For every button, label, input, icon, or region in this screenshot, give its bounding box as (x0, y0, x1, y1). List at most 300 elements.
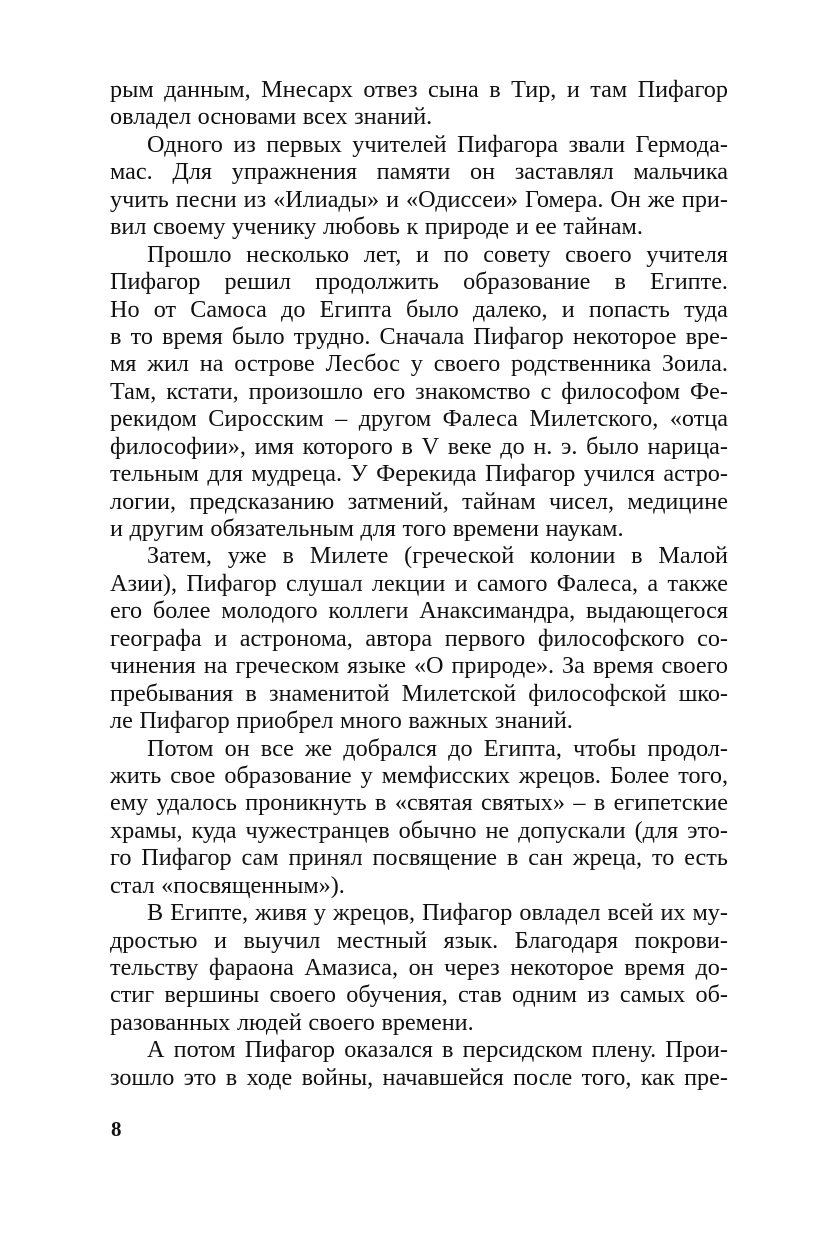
text-line (110, 378, 728, 405)
word: это- (687, 816, 728, 844)
word: было (405, 295, 459, 323)
word: оказался (344, 1036, 433, 1064)
word: Пифагора (456, 130, 559, 158)
word: Потом (147, 734, 214, 762)
word: из (587, 981, 610, 1009)
word: учить (110, 185, 169, 213)
text-line (110, 76, 728, 103)
text-line (110, 103, 728, 130)
word: Сиросским (208, 405, 324, 433)
word: Египта (319, 295, 392, 323)
word: Пифагор (473, 322, 564, 350)
word: египетские (613, 789, 728, 817)
word: звали (568, 130, 626, 158)
word: Египта, (483, 734, 562, 762)
word: своего (661, 652, 728, 680)
word: на (199, 350, 224, 378)
word: кстати, (166, 377, 239, 405)
word: туда (684, 295, 728, 323)
word: и (561, 295, 575, 323)
word: уже (227, 542, 267, 570)
text-line (110, 789, 728, 816)
word: Прошло (147, 240, 232, 268)
word: до (448, 734, 473, 762)
word: как (640, 1063, 675, 1091)
word: он (469, 158, 496, 186)
word: у (360, 761, 373, 789)
word: Фалеса, (556, 569, 639, 597)
text-line (110, 954, 728, 981)
text-line (110, 762, 728, 789)
text-line (110, 899, 728, 926)
word: жрецов, (333, 899, 416, 927)
word: автора (365, 624, 433, 652)
word: му- (692, 899, 728, 927)
word: время (592, 652, 654, 680)
word: V (421, 432, 440, 460)
word: некоторое (510, 954, 614, 981)
word: чинения (110, 652, 196, 680)
text-line (110, 268, 728, 295)
word: вершины (164, 981, 260, 1009)
word: основами (197, 103, 297, 131)
word: веке (447, 432, 492, 460)
word: у (410, 350, 423, 378)
text-line (110, 323, 728, 350)
text-line (110, 927, 728, 954)
word: важных (408, 707, 489, 735)
text-line (110, 1009, 728, 1036)
word: ле (110, 707, 133, 735)
word: принял (288, 844, 363, 872)
word: в (375, 789, 387, 817)
text-line (110, 433, 728, 460)
word: языке (347, 652, 406, 680)
word: в (401, 432, 413, 460)
word: овладел (110, 103, 192, 131)
word: философского (537, 624, 685, 652)
word: все (260, 734, 294, 762)
word: из (243, 185, 267, 213)
word: Египте, (170, 899, 249, 927)
word: обязательным (210, 515, 354, 542)
word: Милете (309, 542, 389, 570)
word: чтобы (573, 734, 637, 762)
word: «святая (394, 789, 473, 817)
word: сына (428, 76, 479, 103)
word: проникнуть (245, 789, 367, 817)
word: Прои- (665, 1036, 728, 1064)
word: всех (302, 103, 348, 131)
word: Малой (658, 542, 728, 570)
word: колонии (530, 542, 616, 570)
word: природе (424, 213, 510, 241)
word: приобрел (236, 707, 334, 735)
word: храмы, (110, 816, 183, 844)
word: его (373, 377, 406, 405)
word: к (406, 213, 419, 241)
word: рекидом (110, 405, 197, 433)
page-body (110, 76, 728, 1091)
word: у (313, 899, 327, 927)
word: Пифагор (637, 76, 728, 103)
word: же (305, 734, 333, 762)
word: времени. (381, 1008, 474, 1036)
word: и (515, 213, 529, 241)
word: греческом (235, 652, 340, 680)
word: мас. (110, 158, 153, 186)
word: тайнам. (563, 213, 643, 241)
word: его (110, 597, 143, 625)
text-line (110, 597, 728, 624)
word: коллеги (328, 597, 409, 625)
word: став (458, 981, 502, 1009)
word: тельству (110, 954, 199, 981)
word: трудно. (293, 322, 371, 350)
word: У (350, 460, 368, 488)
word: есть (684, 844, 728, 872)
word: первого (444, 624, 526, 652)
word: в (593, 789, 606, 817)
word: отвез (363, 76, 418, 103)
word: мя (110, 350, 137, 378)
word: посвящение (372, 844, 498, 872)
word: упражнения (231, 158, 357, 186)
word: географа (110, 624, 202, 652)
text-line (110, 186, 728, 213)
word: и (566, 76, 580, 103)
word: (греческой (404, 542, 515, 570)
word: Там, (110, 377, 157, 405)
word: Для (172, 158, 213, 186)
word: Анаксимандра, (419, 597, 576, 625)
word: того (402, 515, 447, 542)
word: своего (308, 1008, 375, 1036)
text-line (110, 158, 728, 185)
word: их (660, 899, 686, 927)
word: Пифагор (422, 899, 513, 927)
word: свое (170, 761, 216, 789)
word: вил (110, 213, 147, 241)
word: допускали (518, 816, 626, 844)
word: шко- (678, 679, 728, 707)
text-line (110, 872, 728, 899)
word: удалось (156, 789, 237, 817)
word: в (631, 542, 643, 570)
text-line (110, 652, 728, 679)
word: решил (224, 268, 291, 296)
word: рым (110, 76, 154, 103)
word: другом (358, 405, 432, 433)
text-line (110, 625, 728, 652)
word: время (162, 322, 223, 350)
word: стиг (110, 981, 155, 1009)
word: плену. (591, 1036, 657, 1064)
word: от (153, 295, 177, 323)
word: продол- (647, 734, 728, 762)
word: другим (129, 515, 204, 542)
word: попасть (588, 295, 670, 323)
word: потом (173, 1036, 236, 1064)
word: в (225, 1063, 238, 1091)
word: образование (463, 268, 591, 296)
word: мемфисских (381, 761, 510, 789)
word: своего (433, 350, 501, 378)
word: со- (697, 624, 728, 652)
word: Пифагор (110, 268, 201, 296)
word: было (586, 432, 639, 460)
word: и (386, 185, 400, 213)
word: несколько (246, 240, 350, 268)
word: то (651, 844, 675, 872)
word: жрецов. (518, 761, 601, 789)
word: «отца (669, 405, 728, 433)
word: добрался (343, 734, 437, 762)
text-line (110, 1064, 728, 1091)
word: и (454, 569, 468, 597)
word: в (110, 322, 122, 350)
word: также (667, 569, 728, 597)
word: За (562, 652, 585, 680)
word: дростью (110, 926, 198, 954)
word: нарица- (647, 432, 728, 460)
word: то (130, 322, 153, 350)
word: времени (452, 515, 539, 542)
word: некоторое (572, 322, 677, 350)
word: фараона (208, 954, 294, 981)
word: данным, (164, 76, 251, 103)
word: покрови- (634, 926, 728, 954)
text-line (110, 844, 728, 871)
text-line (110, 241, 728, 268)
word: жить (110, 761, 162, 789)
word: того, (678, 761, 728, 789)
word: одним (511, 981, 577, 1009)
word: наукам. (545, 515, 624, 542)
word: разованных (110, 1008, 231, 1036)
word: Благодаря (514, 926, 619, 954)
word: лет, (363, 240, 402, 268)
word: святых» (481, 789, 565, 817)
word: стал (110, 871, 155, 899)
word: выучил (243, 926, 321, 954)
word: образование (224, 761, 352, 789)
word: ученику (232, 213, 317, 241)
text-line (110, 735, 728, 762)
word: Он (610, 185, 641, 213)
word: Одного (147, 130, 223, 158)
word: Зоила. (661, 350, 728, 378)
text-line (110, 350, 728, 377)
word: н. (533, 432, 553, 460)
word: Пифагор (485, 460, 576, 488)
word: зошло (110, 1063, 175, 1091)
word: пребывания (110, 679, 234, 707)
word: мальчика (633, 158, 728, 186)
word: сан (528, 844, 563, 872)
word: вре- (685, 322, 728, 350)
word: ходе (246, 1063, 293, 1091)
word: произошло (248, 377, 364, 405)
word: время (624, 954, 685, 981)
word: много (340, 707, 402, 735)
word: более (152, 597, 211, 625)
word: родственника (511, 350, 652, 378)
word: учителей (352, 130, 447, 158)
text-line (110, 213, 728, 240)
word: персидском (462, 1036, 583, 1064)
word: философской (528, 679, 667, 707)
word: философии», (110, 432, 246, 460)
text-line (110, 680, 728, 707)
word: заставлял (514, 158, 614, 186)
word: обычно (398, 816, 477, 844)
text-line (110, 707, 728, 734)
word: того, (581, 1063, 632, 1091)
word: астро- (663, 460, 728, 488)
word: не (485, 816, 510, 844)
word: ее (535, 213, 557, 241)
word: Азии), (110, 569, 178, 597)
word: философом (561, 377, 681, 405)
word: через (444, 954, 500, 981)
word: там (590, 76, 628, 103)
word: медицине (627, 487, 728, 515)
word: Гомера. (525, 185, 604, 213)
word: чисел, (549, 487, 615, 515)
word: об- (695, 981, 728, 1009)
word: куда (191, 816, 237, 844)
word: затмений, (347, 487, 449, 515)
text-line (110, 981, 728, 1008)
word: Пифагор (139, 707, 230, 735)
word: ему (110, 789, 149, 817)
word: памяти (376, 158, 451, 186)
word: местный (336, 926, 427, 954)
word: В (147, 899, 164, 927)
word: мудреца. (251, 460, 343, 488)
word: – (573, 789, 586, 817)
word: овладел (519, 899, 601, 927)
word: до (500, 432, 525, 460)
word: лекции (371, 569, 446, 597)
text-line (110, 817, 728, 844)
word: войны, (301, 1063, 374, 1091)
word: до (281, 295, 306, 323)
word: для (207, 460, 243, 488)
word: «посвященным»). (161, 871, 345, 899)
word: Ферекида (376, 460, 477, 488)
word: пре- (684, 1063, 728, 1091)
word: молодого (221, 597, 318, 625)
word: после (513, 1063, 573, 1091)
word: Более (609, 761, 670, 789)
word: своему (152, 213, 226, 241)
word: выдающегося (585, 597, 728, 625)
word: было (231, 322, 285, 350)
word: го (110, 844, 132, 872)
word: А (147, 1036, 165, 1064)
word: в (489, 76, 501, 103)
word: сам (241, 844, 279, 872)
word: астронома, (239, 624, 353, 652)
word: по (443, 240, 469, 268)
word: самых (619, 981, 686, 1009)
word: всей (607, 899, 654, 927)
word: знаний. (354, 103, 433, 131)
word: тельным (110, 460, 199, 488)
word: своего (565, 240, 632, 268)
word: предсказанию (189, 487, 335, 515)
word: в (442, 1036, 454, 1064)
word: с (540, 377, 552, 405)
text-line (110, 131, 728, 158)
word: при- (681, 185, 728, 213)
word: своего (269, 981, 337, 1009)
text-line (110, 570, 728, 597)
text-line (110, 1036, 728, 1063)
word: и (214, 926, 227, 954)
word: в (614, 268, 626, 296)
word: Милетского, (529, 405, 659, 433)
word: Пифагор (244, 1036, 336, 1064)
word: Египте. (650, 268, 728, 296)
word: жил (147, 350, 189, 378)
word: «Илиады» (273, 185, 380, 213)
word: и (214, 624, 228, 652)
word: в (506, 844, 519, 872)
page-number: 8 (111, 1117, 122, 1141)
word: далеко, (472, 295, 548, 323)
word: и (415, 240, 429, 268)
word: в (245, 679, 257, 707)
word: же (647, 185, 675, 213)
word: острове (234, 350, 315, 378)
word: Самоса (190, 295, 267, 323)
word: природе». (451, 652, 555, 680)
word: это (183, 1063, 217, 1091)
text-line (110, 460, 728, 487)
word: чужестранцев (245, 816, 390, 844)
word: он (408, 954, 434, 981)
word: Пифагор (141, 844, 232, 872)
text-line (110, 296, 728, 323)
word: имя (254, 432, 294, 460)
word: учителя (646, 240, 728, 268)
word: обучения, (346, 981, 448, 1009)
word: самого (476, 569, 548, 597)
word: Сначала (379, 322, 465, 350)
word: Но (110, 295, 140, 323)
word: начавшейся (382, 1063, 504, 1091)
word: Пифагор (186, 569, 277, 597)
word: учился (583, 460, 655, 488)
word: совету (483, 240, 551, 268)
word: а (647, 569, 659, 597)
word: э. (561, 432, 578, 460)
word: слушал (286, 569, 363, 597)
word: Фалеса (442, 405, 518, 433)
word: Милетской (401, 679, 517, 707)
word: знаменитой (269, 679, 390, 707)
word: любовь (322, 213, 400, 241)
word: «Одиссеи» (405, 185, 519, 213)
word: живя (255, 899, 307, 927)
word: «О (413, 652, 444, 680)
word: Фе- (690, 377, 728, 405)
word: и (110, 515, 123, 542)
text-line (110, 542, 728, 569)
